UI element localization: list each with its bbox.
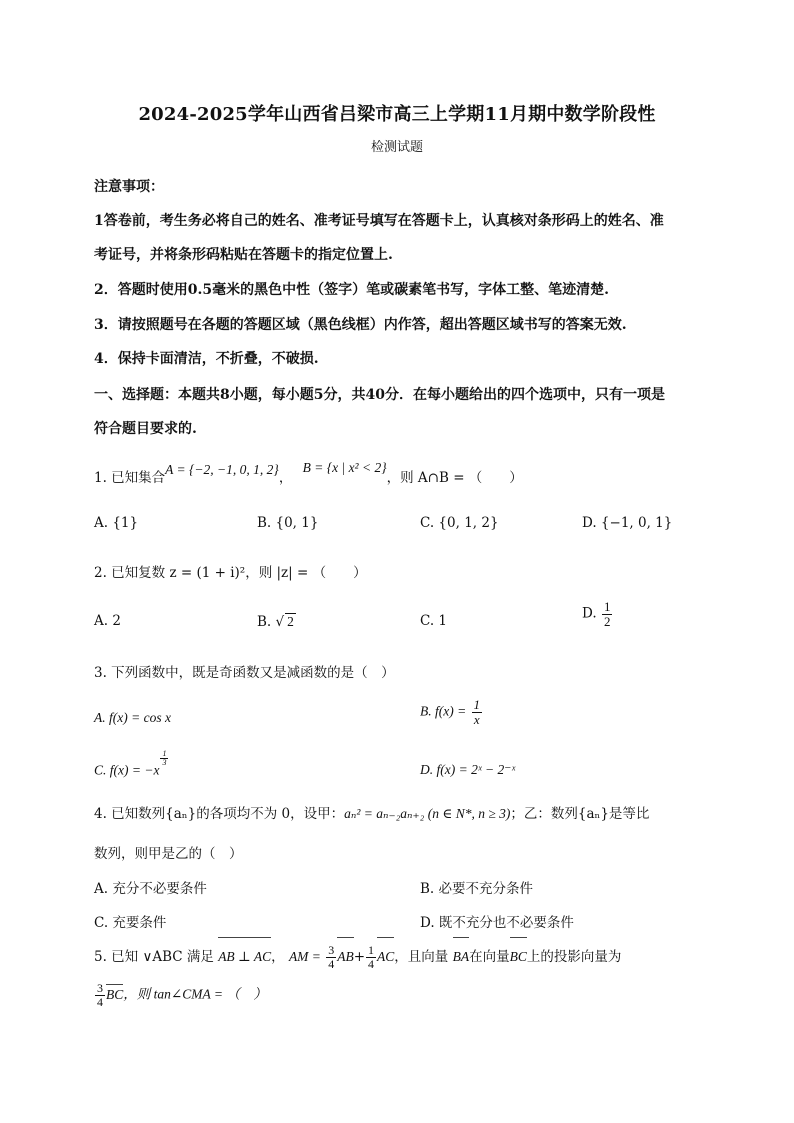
q5-fraction-3-numerator: 3 bbox=[97, 981, 103, 995]
q5-line-1-g: 上的投影向量为 bbox=[526, 949, 622, 965]
q3-option-a: A. f(x) = cos x bbox=[94, 710, 171, 725]
q1-suffix: ，则 A∩B = （ ） bbox=[386, 470, 523, 486]
notes-heading: 注意事项： bbox=[94, 179, 164, 195]
q1-option-a: A. {1} bbox=[94, 515, 139, 531]
q5-fraction-3 bbox=[95, 982, 105, 1008]
q3-option-c-exp-numerator: 1 bbox=[162, 749, 167, 758]
q5-line-1-f: 在向量 bbox=[469, 949, 510, 965]
q2-option-d-denominator: 2 bbox=[603, 613, 611, 629]
q5-vector-bc-1: BC bbox=[510, 940, 527, 974]
q4-line-1-a: 4. 已知数列{aₙ}的各项均不为 0，设甲： bbox=[94, 806, 345, 822]
q5-vector-bc-2: BC bbox=[106, 986, 124, 1002]
q2-option-b-label: B. bbox=[257, 614, 272, 630]
note-item-1-line-1: 1答卷前，考生务必将自己的姓名、准考证号填写在答题卡上，认真核对条形码上的姓名、准 bbox=[94, 213, 664, 229]
q5-fraction-2 bbox=[366, 944, 376, 970]
question-5-line-1 bbox=[94, 940, 621, 974]
q5-line-2-tail: ，则 tan∠CMA = （ ） bbox=[123, 986, 267, 1002]
q5-fraction-1-numerator: 3 bbox=[328, 943, 335, 958]
q4-condition-formula: aₙ² = aₙ₋₂aₙ₊₂ (n ∈ N*, n ≥ 3) bbox=[344, 806, 511, 821]
q2-option-d-numerator: 1 bbox=[603, 599, 611, 614]
note-item-3: 3．请按照题号在各题的答题区域（黑色线框）内作答，超出答题区域书写的答案无效. bbox=[94, 317, 627, 333]
q5-vector-ab-2: AB bbox=[337, 940, 354, 974]
q5-vector-ac: AC bbox=[377, 940, 394, 974]
question-4-line-2: 数列，则甲是乙的（ ） bbox=[94, 846, 243, 862]
q2-option-a: A. 2 bbox=[94, 613, 121, 629]
q3-option-b-label: B. f(x) = bbox=[420, 703, 467, 719]
q2-option-b-value: 2 bbox=[287, 614, 294, 629]
q2-option-b bbox=[257, 613, 296, 630]
q4-option-b: B. 必要不充分条件 bbox=[420, 881, 534, 897]
q3-option-c bbox=[94, 749, 169, 780]
q1-prefix: 1. 已知集合 bbox=[94, 470, 166, 486]
q5-plus: + bbox=[353, 949, 366, 965]
q5-fraction-2-denominator: 4 bbox=[368, 957, 375, 971]
q2-option-d bbox=[582, 600, 613, 628]
q3-option-b bbox=[420, 698, 483, 726]
question-2-stem: 2. 已知复数 z = (1 + i)²，则 |z| = （ ） bbox=[94, 565, 367, 581]
q2-option-c: C. 1 bbox=[420, 613, 448, 629]
q5-line-1-c: ， bbox=[271, 949, 285, 965]
q1-option-b: B. {0, 1} bbox=[257, 515, 319, 531]
q4-option-a: A. 充分不必要条件 bbox=[94, 881, 207, 897]
q5-line-1-a: 5. 已知 ∨ABC 满足 bbox=[94, 949, 214, 965]
q3-option-c-exp-denominator: 3 bbox=[162, 758, 167, 768]
q1-set-b: B = {x | x² < 2} bbox=[302, 460, 387, 475]
q2-option-d-fraction bbox=[602, 600, 613, 628]
q5-fraction-2-numerator: 1 bbox=[368, 943, 375, 958]
q3-option-c-label: C. f(x) = −x bbox=[94, 762, 160, 778]
q3-option-b-numerator: 1 bbox=[473, 697, 481, 712]
q1-set-a: A = {−2, −1, 0, 1, 2} bbox=[165, 462, 279, 477]
q5-vector-ba: BA bbox=[453, 940, 470, 974]
q3-option-b-fraction bbox=[472, 698, 483, 726]
note-item-4: 4．保持卡面清洁，不折叠，不破损. bbox=[94, 351, 319, 367]
q4-option-c: C. 充要条件 bbox=[94, 915, 167, 931]
q5-fraction-1-denominator: 4 bbox=[328, 957, 335, 971]
page-subtitle: 检测试题 bbox=[370, 140, 423, 155]
q4-option-d: D. 既不充分也不必要条件 bbox=[420, 915, 574, 931]
question-4-line-1 bbox=[94, 802, 649, 822]
q3-option-d: D. f(x) = 2ˣ − 2⁻ˣ bbox=[420, 762, 516, 777]
q5-perpendicular-formula bbox=[218, 949, 271, 964]
note-item-1-line-2: 考证号，并将条形码粘贴在答题卡的指定位置上. bbox=[94, 247, 393, 263]
q5-fraction-3-denominator: 4 bbox=[97, 994, 103, 1009]
note-item-2: 2．答题时使用0.5毫米的黑色中性（签字）笔或碳素笔书写，字体工整、笔迹清楚. bbox=[94, 282, 609, 298]
q4-line-1-c: ；乙：数列{aₙ}是等比 bbox=[510, 806, 650, 822]
sqrt-symbol: √ 2 bbox=[275, 614, 294, 630]
q5-fraction-1 bbox=[326, 944, 336, 970]
q5-am-label: AM = bbox=[288, 949, 321, 964]
q3-option-b-denominator: x bbox=[473, 711, 480, 727]
q3-option-c-exponent bbox=[160, 750, 168, 768]
q5-line-1-e: ，且向量 bbox=[394, 949, 449, 965]
section-1-heading-line-2: 符合题目要求的. bbox=[94, 421, 197, 437]
page-title: 2024-2025学年山西省吕梁市高三上学期11月期中数学阶段性 bbox=[138, 104, 656, 125]
q1-option-d: D. {−1, 0, 1} bbox=[582, 515, 673, 531]
section-1-heading-line-1: 一、选择题：本题共8小题，每小题5分，共40分．在每小题给出的四个选项中，只有一项是 bbox=[94, 387, 665, 403]
question-5-line-2 bbox=[94, 982, 267, 1008]
q1-option-c: C. {0, 1, 2} bbox=[420, 515, 499, 531]
q2-option-d-label: D. bbox=[582, 605, 597, 622]
q5-vector-ab-1: AB ⊥ AC bbox=[218, 940, 271, 974]
question-1-stem bbox=[94, 460, 523, 486]
question-3-stem: 3. 下列函数中，既是奇函数又是减函数的是（ ） bbox=[94, 665, 395, 681]
q1-sep: ， bbox=[278, 470, 293, 486]
